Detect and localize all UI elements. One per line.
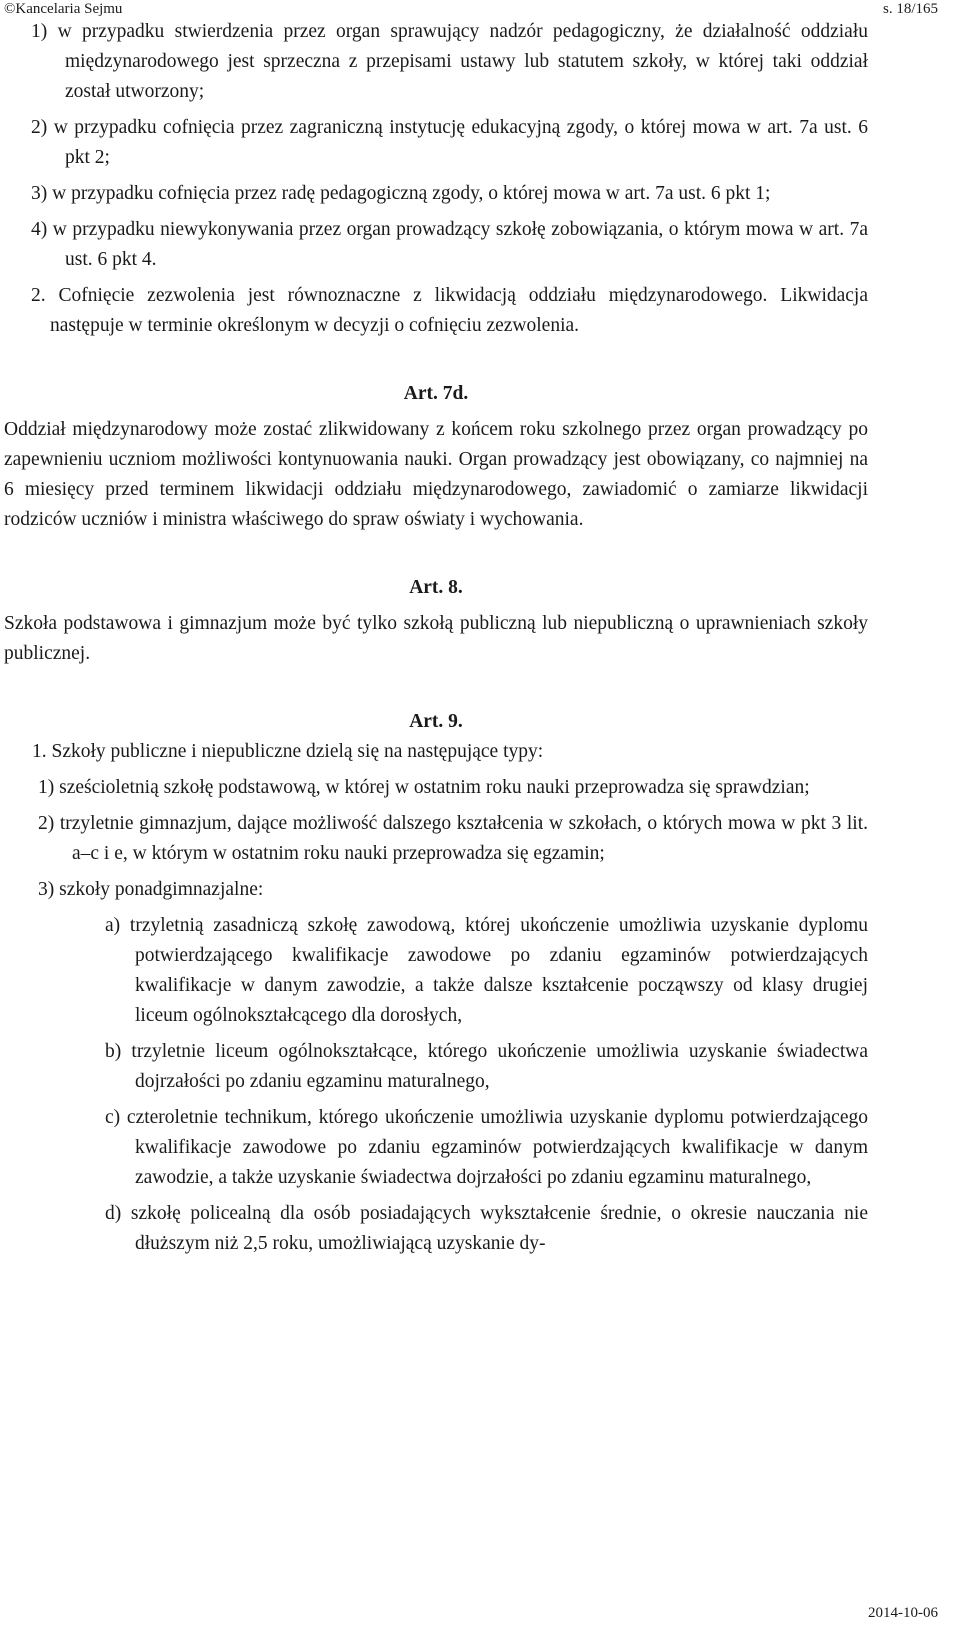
article-9-pkt-3: 3) szkoły ponadgimnazjalne:: [38, 879, 264, 900]
paragraph-pkt-1: 1) w przypadku stwierdzenia przez organ sprawujący nadzór pedagogiczny, że działalność oddziału międzynarodowego jest sprzeczna z przepisami ustawy lub statutem szkoły, w której taki oddział został utworzony;: [31, 21, 868, 102]
article-9-pkt-1: 1) sześcioletnią szkołę podstawową, w której w ostatnim roku nauki przeprowadza się sprawdzian;: [38, 777, 810, 798]
paragraph-pkt-4: 4) w przypadku niewykonywania przez organ prowadzący szkołę zobowiązania, o którym mowa w art. 7a ust. 6 pkt 4.: [31, 219, 868, 270]
article-9-lit-d: d) szkołę policealną dla osób posiadających wykształcenie średnie, o okresie nauczania nie dłuższym niż 2,5 roku, umożliwiającą uzyskanie dy-: [105, 1203, 868, 1254]
article-heading-8: [4, 573, 868, 603]
paragraph-pkt-3: 3) w przypadku cofnięcia przez radę pedagogiczną zgody, o której mowa w art. 7a ust. 6 pkt 1;: [31, 183, 771, 204]
header-page-number: s. 18/165: [882, 1, 938, 17]
article-title-7d: Art. 7d.: [403, 383, 469, 404]
article-heading-9: [4, 707, 868, 737]
paragraph-ust-2: 2. Cofnięcie zezwolenia jest równoznaczne z likwidacją oddziału międzynarodowego. Likwidacja następuje w terminie określonym w decyzji o cofnięciu zezwolenia.: [31, 285, 868, 336]
article-9-ust-1: 1. Szkoły publiczne i niepubliczne dzielą się na następujące typy:: [32, 741, 544, 762]
article-heading-7d: [4, 379, 868, 409]
article-9-lit-a: a) trzyletnią zasadniczą szkołę zawodową, której ukończenie umożliwia uzyskanie dyplomu potwierdzającego kwalifikacje zawodowe po zdaniu egzaminów potwierdzających kwalifikacje w danym zawodzie, a także dalsze kształcenie począwszy od klasy drugiej liceum ogólnokształcącego dla dorosłych,: [105, 915, 868, 1026]
article-9-lit-b: b) trzyletnie liceum ogólnokształcące, którego ukończenie umożliwia uzyskanie świadectwa dojrzałości po zdaniu egzaminu maturalnego,: [105, 1041, 868, 1092]
article-body-7d: Oddział międzynarodowy może zostać zlikwidowany z końcem roku szkolnego przez organ prowadzący po zapewnieniu uczniom możliwości kontynuowania nauki. Organ prowadzący jest obowiązany, co najmniej na 6 miesięcy przed terminem likwidacji oddziału międzynarodowego, zawiadomić o zamiarze likwidacji rodziców uczniów i ministra właściwego do spraw oświaty i wychowania.: [4, 419, 868, 530]
document-content: [0, 17, 960, 1259]
article-9-lit-c: c) czteroletnie technikum, którego ukończenie umożliwia uzyskanie dyplomu potwierdzającego kwalifikacje zawodowe po zdaniu egzaminów potwierdzających kwalifikacje w danym zawodzie, a także uzyskanie świadectwa dojrzałości po zdaniu egzaminu maturalnego,: [105, 1107, 868, 1188]
paragraph-pkt-2: 2) w przypadku cofnięcia przez zagraniczną instytucję edukacyjną zgody, o której mowa w art. 7a ust. 6 pkt 2;: [31, 117, 868, 168]
article-title-9: Art. 9.: [409, 711, 463, 732]
footer-date: 2014-10-06: [868, 1605, 938, 1621]
article-body-8: Szkoła podstawowa i gimnazjum może być tylko szkołą publiczną lub niepubliczną o uprawnieniach szkoły publicznej.: [4, 613, 868, 664]
article-title-8: Art. 8.: [409, 577, 463, 598]
header-copyright: ©Kancelaria Sejmu: [4, 1, 123, 17]
article-9-pkt-2: 2) trzyletnie gimnazjum, dające możliwość dalszego kształcenia w szkołach, o których mowa w pkt 3 lit. a–c i e, w którym w ostatnim roku nauki przeprowadza się egzamin;: [38, 813, 868, 864]
